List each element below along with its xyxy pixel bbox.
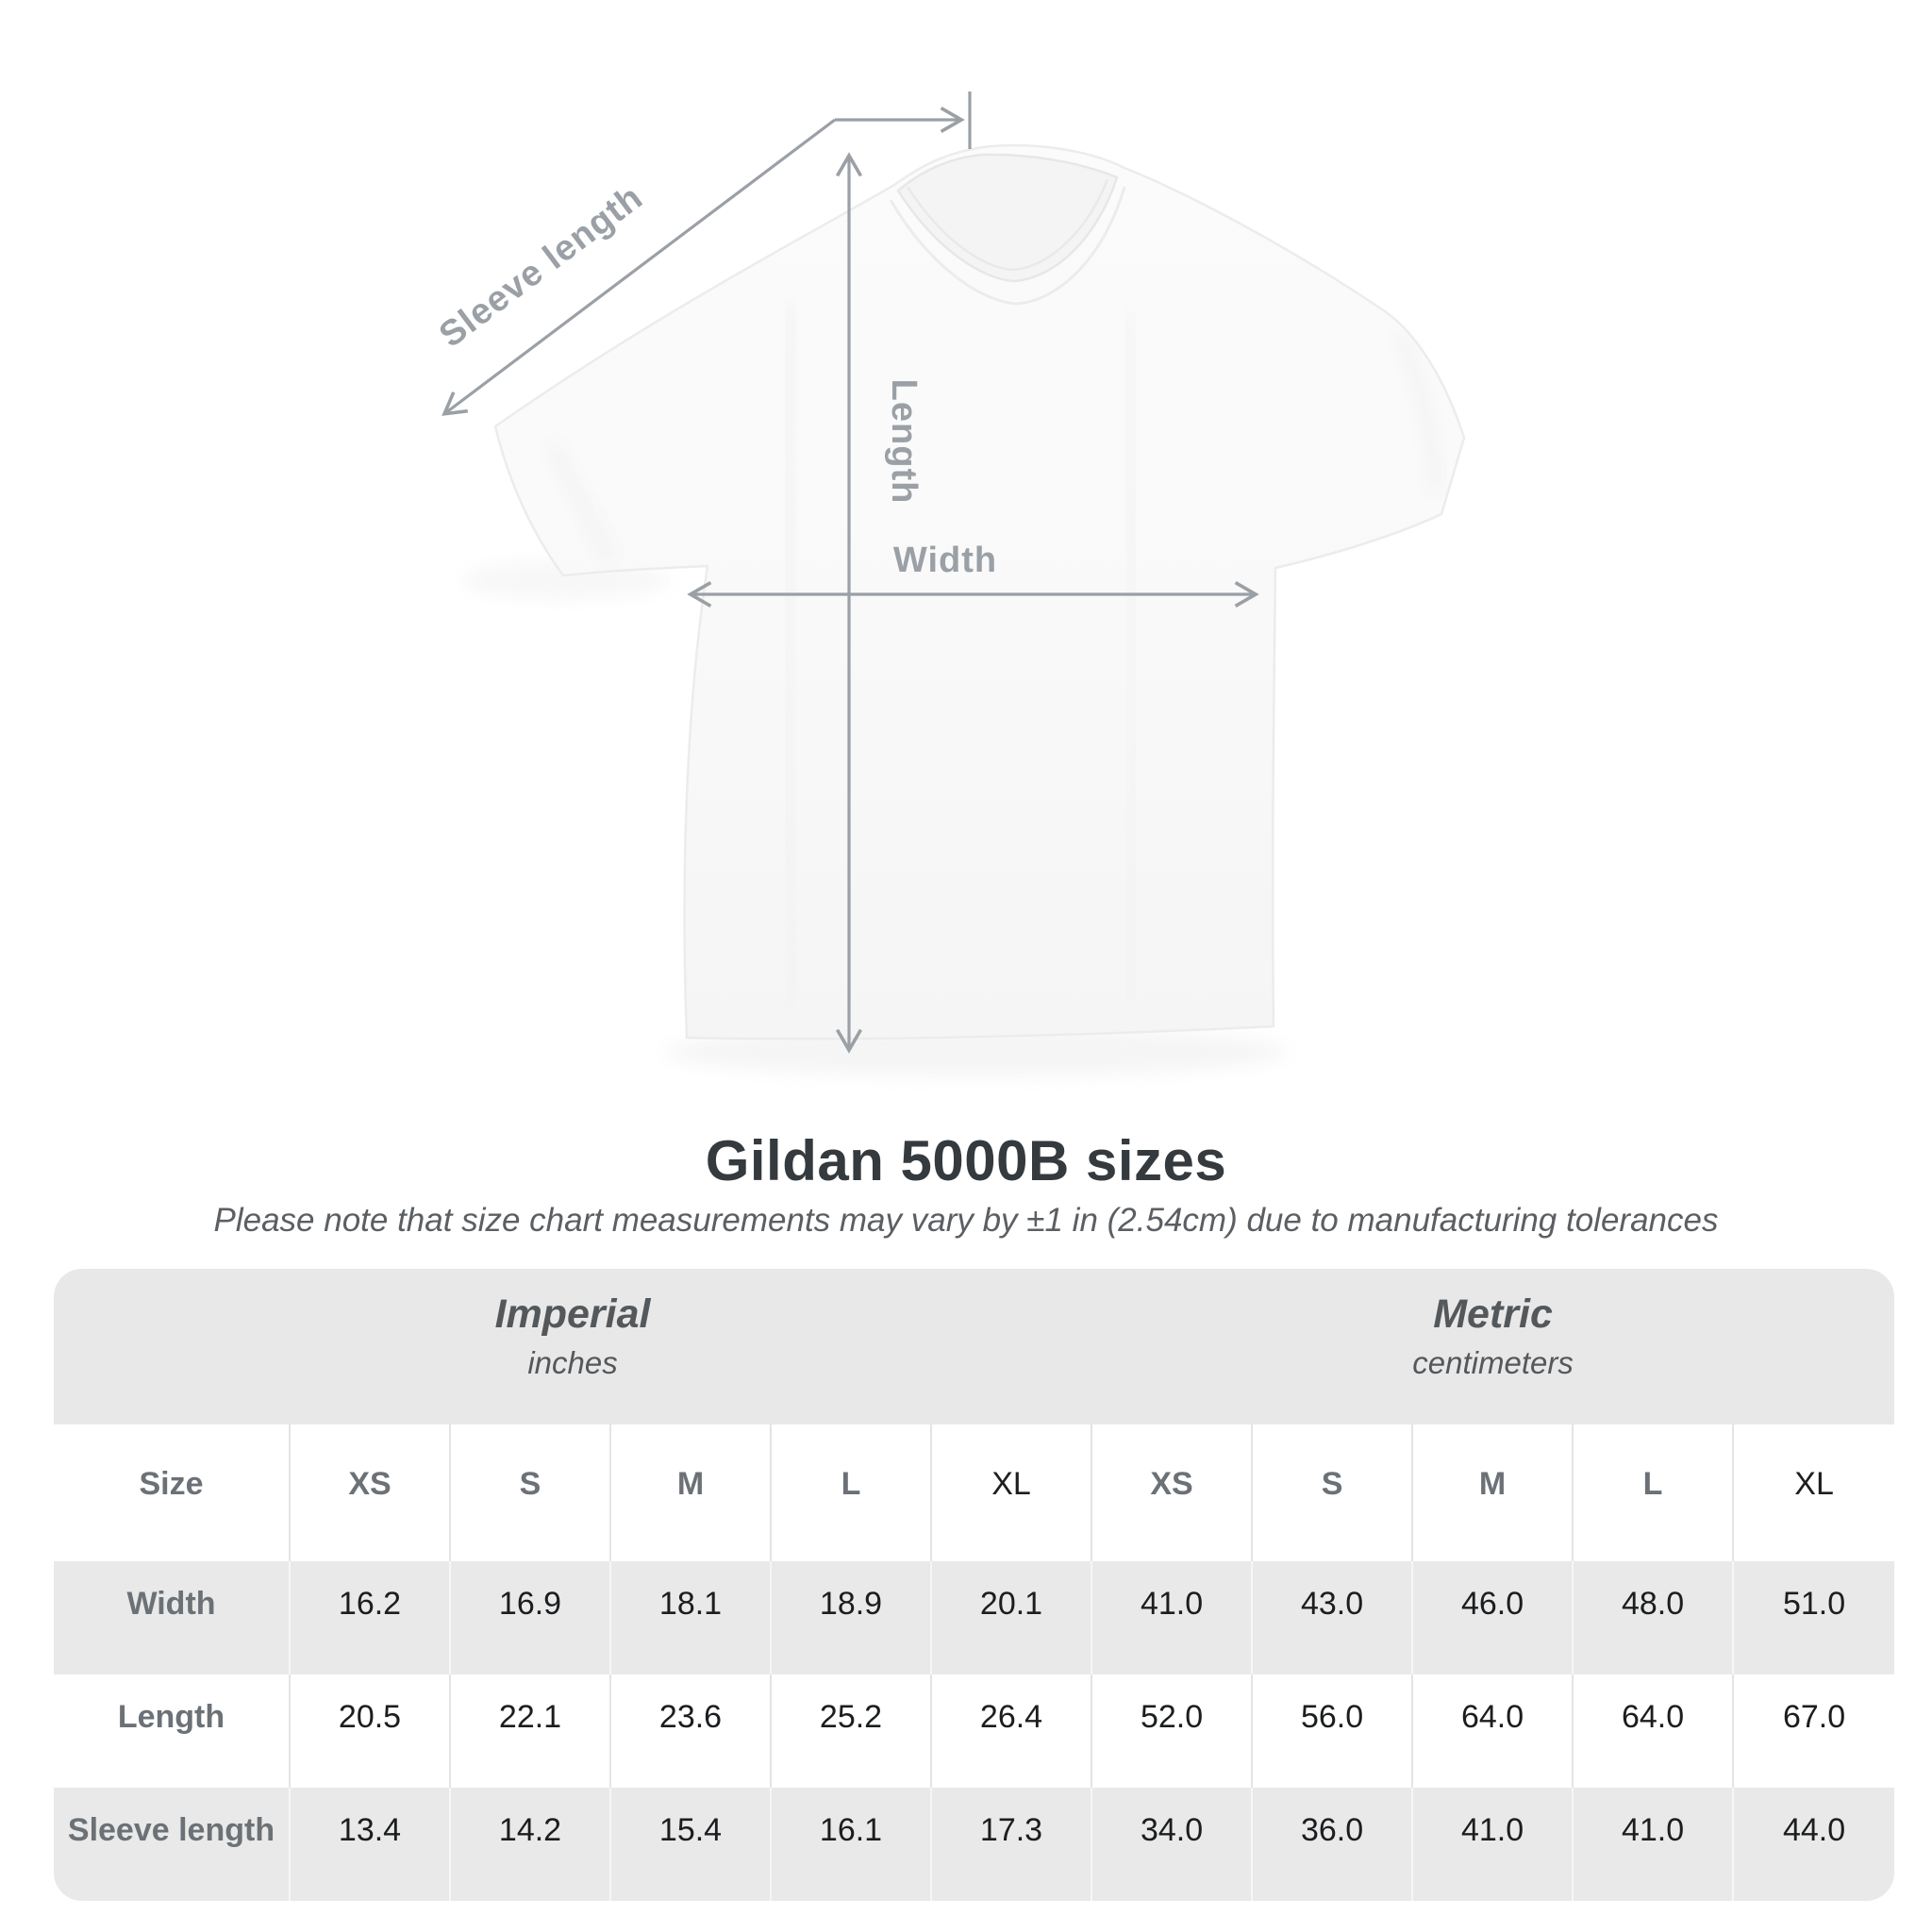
value-cell: 34.0 — [1091, 1788, 1252, 1901]
value-cell: 23.6 — [610, 1674, 771, 1788]
value-cell: 18.1 — [610, 1561, 771, 1674]
page-subtitle: Please note that size chart measurements may vary by ±1 in (2.54cm) due to manufacturing tolerances — [213, 1202, 1719, 1239]
row-label: Length — [117, 1699, 225, 1735]
size-header-row — [54, 1424, 1894, 1561]
imperial-group-sublabel: inches — [527, 1345, 618, 1380]
value-cell: 15.4 — [610, 1788, 771, 1901]
size-table-container — [54, 1269, 1894, 1901]
value-cell: 46.0 — [1412, 1561, 1573, 1674]
value-cell: 25.2 — [771, 1674, 931, 1788]
imperial-group-label: Imperial — [494, 1291, 651, 1337]
metric-group-label: Metric — [1433, 1291, 1553, 1337]
value-cell: 41.0 — [1412, 1788, 1573, 1901]
value-cell: 64.0 — [1573, 1674, 1733, 1788]
metric-group-sublabel: centimeters — [1412, 1345, 1574, 1380]
value-cell: 14.2 — [450, 1788, 610, 1901]
value-cell: 56.0 — [1252, 1674, 1412, 1788]
value-cell: 16.1 — [771, 1788, 931, 1901]
value-cell: 22.1 — [450, 1674, 610, 1788]
value-cell: 48.0 — [1573, 1561, 1733, 1674]
value-cell: 67.0 — [1733, 1674, 1894, 1788]
value-cell: 26.4 — [931, 1674, 1091, 1788]
value-cell: 20.5 — [290, 1674, 450, 1788]
size-table — [54, 1269, 1894, 1901]
value-cell: 18.9 — [771, 1561, 931, 1674]
size-column-header: Size — [139, 1466, 204, 1502]
imperial-group-cell — [54, 1269, 1091, 1424]
size-header-metric-s: S — [1252, 1424, 1412, 1561]
size-header-metric-xs: XS — [1091, 1424, 1252, 1561]
value-cell: 20.1 — [931, 1561, 1091, 1674]
length-label: Length — [884, 378, 924, 505]
size-header-imperial-xs: XS — [290, 1424, 450, 1561]
size-header-metric-xl: XL — [1733, 1424, 1894, 1561]
row-label: Width — [126, 1586, 216, 1622]
value-cell: 16.2 — [290, 1561, 450, 1674]
size-header-metric-m: M — [1412, 1424, 1573, 1561]
sleeve-length-label: Sleeve length — [432, 177, 651, 356]
value-cell: 41.0 — [1573, 1788, 1733, 1901]
size-header-imperial-m: M — [610, 1424, 771, 1561]
value-cell: 16.9 — [450, 1561, 610, 1674]
size-header-imperial-l: L — [771, 1424, 931, 1561]
table-row-sleeve-length — [54, 1788, 1894, 1901]
value-cell: 44.0 — [1733, 1788, 1894, 1901]
value-cell: 64.0 — [1412, 1674, 1573, 1788]
width-label: Width — [892, 541, 998, 580]
size-header-metric-l: L — [1573, 1424, 1733, 1561]
value-cell: 36.0 — [1252, 1788, 1412, 1901]
unit-group-row — [54, 1269, 1894, 1424]
value-cell: 52.0 — [1091, 1674, 1252, 1788]
size-header-imperial-xl: XL — [931, 1424, 1091, 1561]
value-cell: 51.0 — [1733, 1561, 1894, 1674]
value-cell: 41.0 — [1091, 1561, 1252, 1674]
table-row-length — [54, 1674, 1894, 1788]
metric-group-cell — [1091, 1269, 1894, 1424]
value-cell: 13.4 — [290, 1788, 450, 1901]
row-label: Sleeve length — [67, 1812, 275, 1848]
page-title: Gildan 5000B sizes — [705, 1129, 1227, 1192]
value-cell: 43.0 — [1252, 1561, 1412, 1674]
table-row-width — [54, 1561, 1894, 1674]
value-cell: 17.3 — [931, 1788, 1091, 1901]
size-header-imperial-s: S — [450, 1424, 610, 1561]
